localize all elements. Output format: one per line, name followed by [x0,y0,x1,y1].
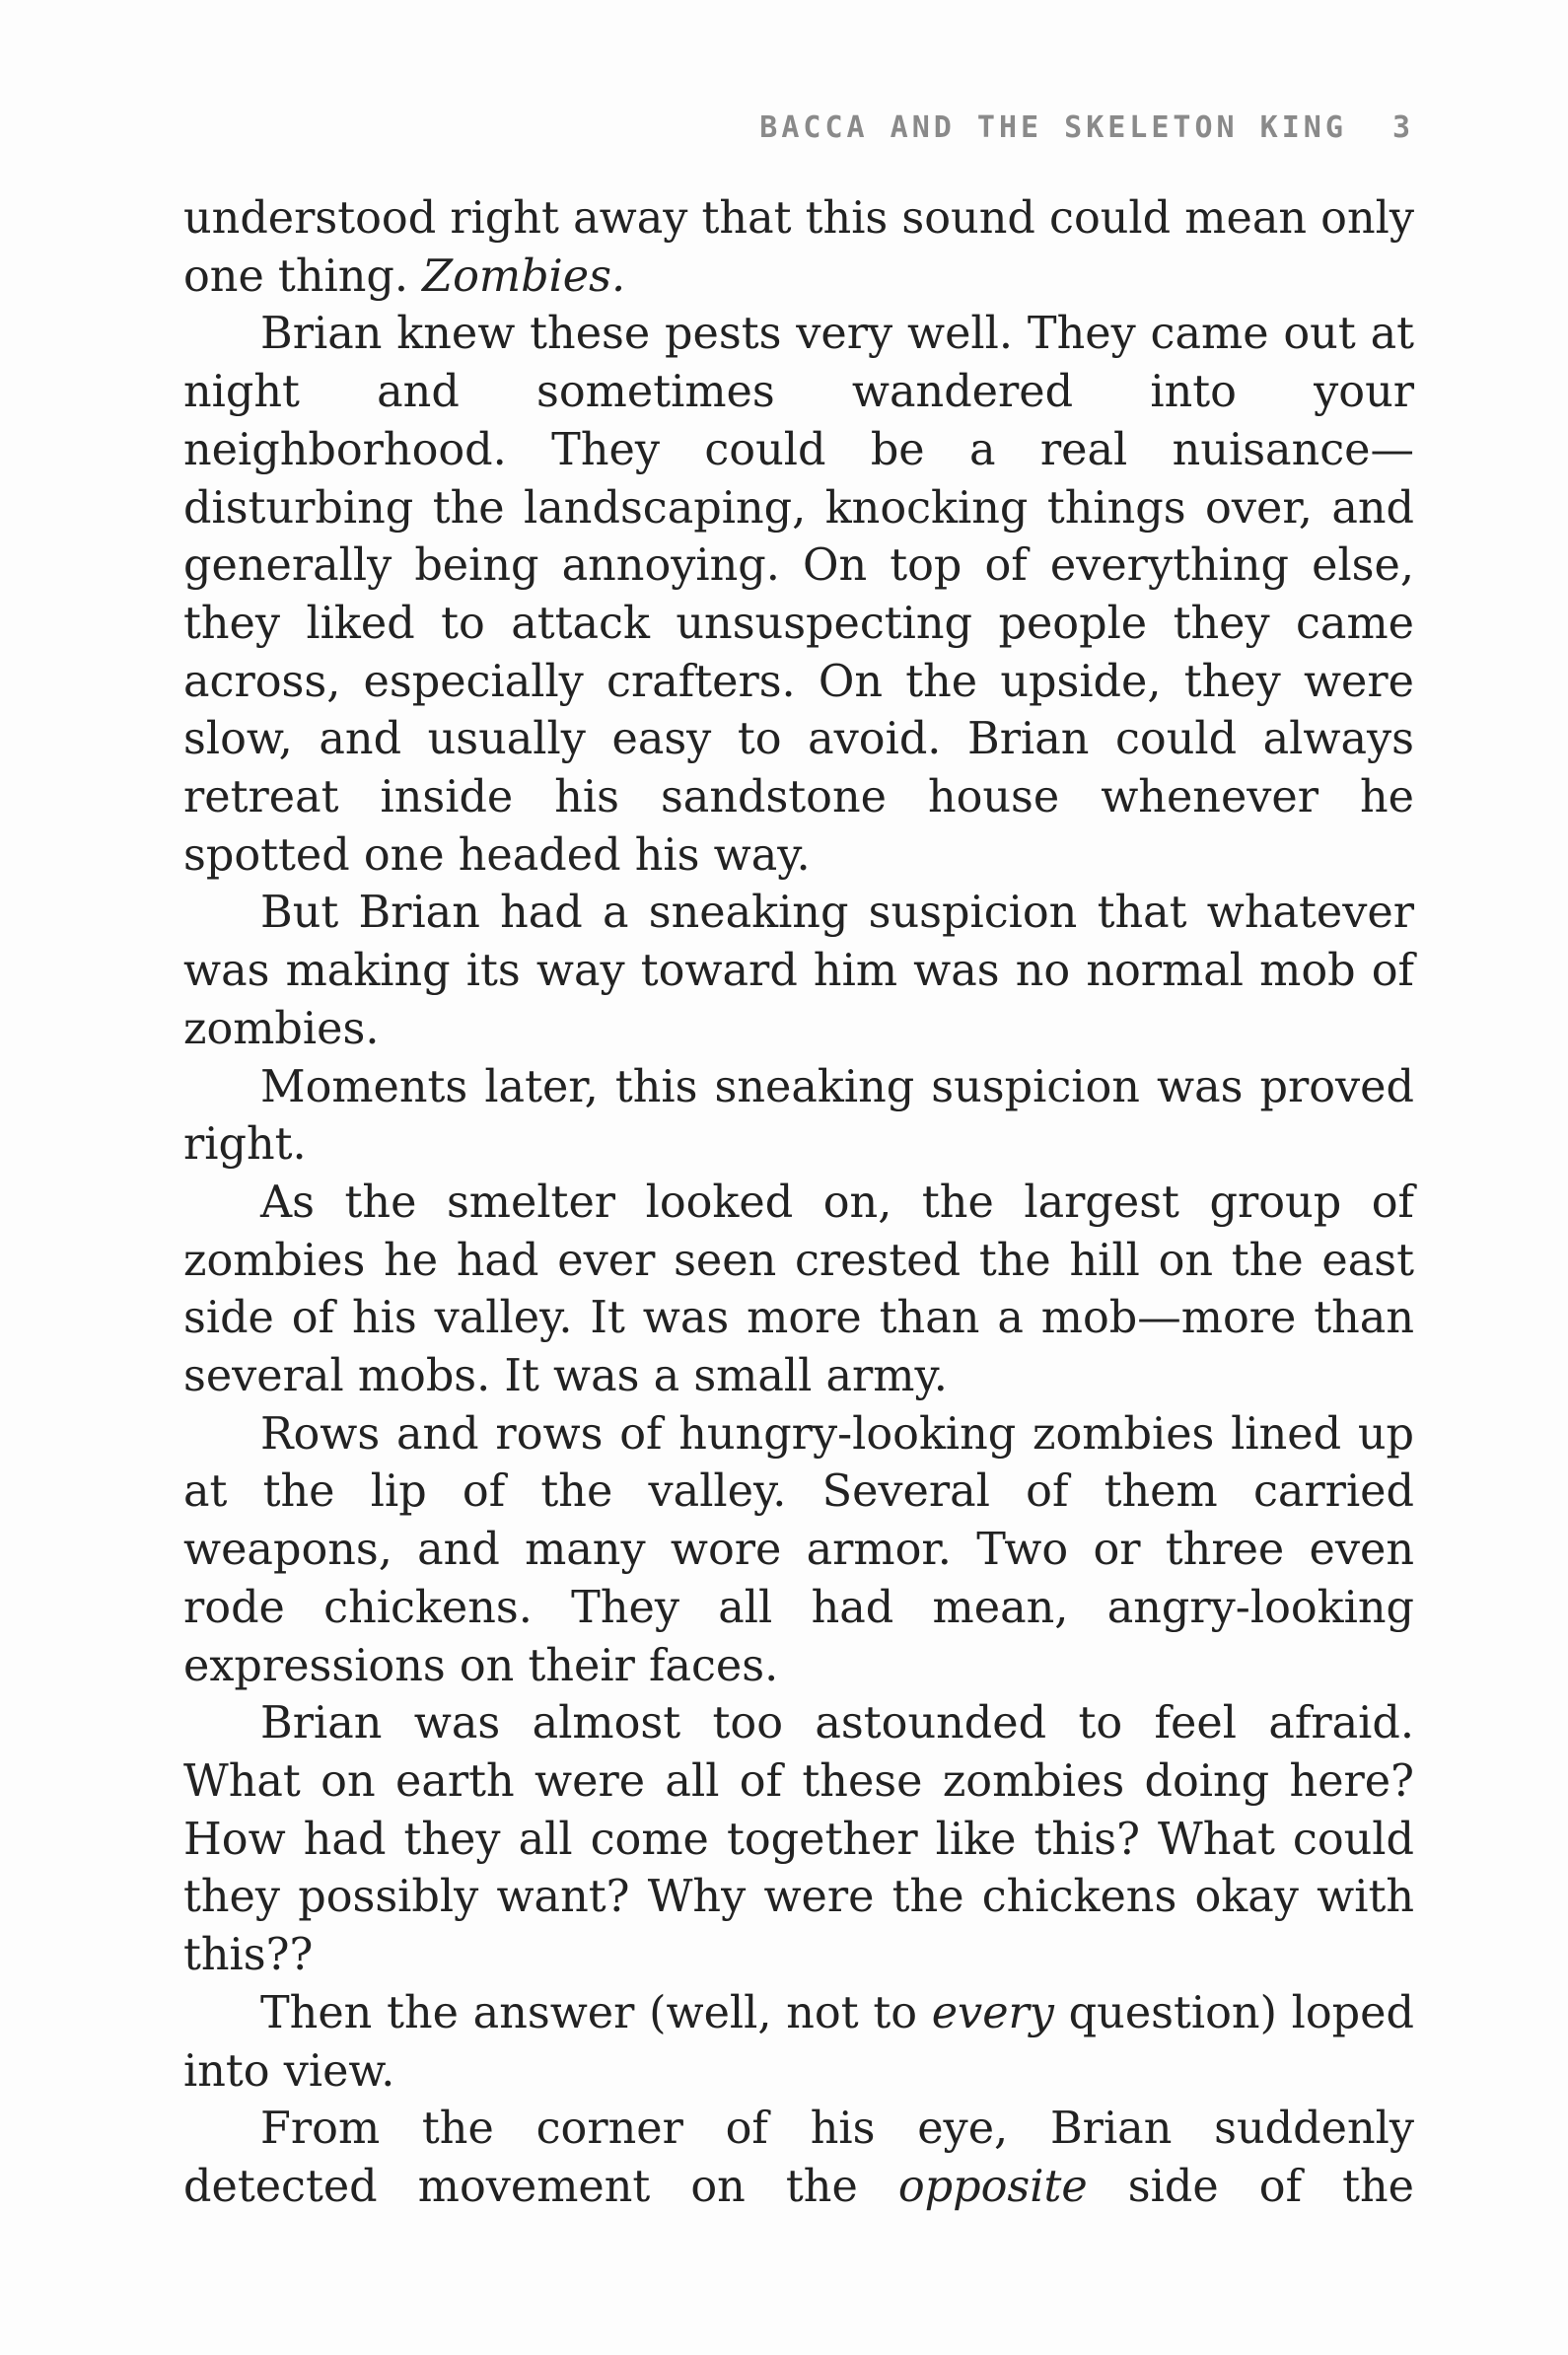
text-segment: But Brian had a sneaking suspicion that whatever was making its way toward him was no normal mob of zombies. [183,888,1414,1054]
paragraph [183,885,1414,1058]
running-head-title: BACCA AND THE SKELETON KING [759,110,1347,145]
paragraph [183,1059,1414,1175]
text-segment: Then the answer (well, not to [260,1987,932,2038]
text-segment: Brian knew these pests very well. They came out at night and sometimes wandered into your neighborhood. They could be a real nuisance—disturbing the landscaping, knocking things over, and generally being annoying. On top of everything else, they liked to attack unsuspecting people they came across, especially crafters. On the upside, they were slow, and usually easy to avoid. Brian could always retreat inside his sandstone house whenever he spotted one headed his way. [183,309,1414,881]
text-segment: side of the [1087,2161,1414,2212]
paragraph [183,1695,1414,1985]
text-segment: From the corner of his eye, Brian suddenly detected movement on the [183,2104,1414,2212]
running-head [759,110,1414,145]
paragraph [183,306,1414,885]
italic-text: Zombies. [422,250,626,302]
text-segment: understood right away that this sound could mean only one thing. [183,193,1414,302]
text-segment: Moments later, this sneaking suspicion was proved right. [183,1061,1414,1171]
page-number: 3 [1391,110,1414,145]
paragraph [183,190,1414,306]
paragraph [183,1175,1414,1406]
text-segment: Rows and rows of hungry-looking zombies lined up at the lip of the valley. Several of them carried weapons, and many wore armor. Two or three even rode chickens. They all had mean, angry-looking expressions on their faces. [183,1408,1414,1691]
text-segment: As the smelter looked on, the largest group of zombies he had ever seen crested the hill on the east side of his valley. It was more than a mob—more than several mobs. It was a small army. [183,1177,1414,1402]
italic-text: opposite [897,2161,1088,2212]
paragraph [183,1985,1414,2101]
text-segment: question) loped into view. [183,1987,1414,2097]
paragraph [183,2101,1414,2216]
body-text [183,190,1414,2217]
text-segment: Brian was almost too astounded to feel afraid. What on earth were all of these zombies doing here? How had they all come together like this? What could they possibly want? Why were the chickens okay with this?? [183,1698,1414,1981]
italic-text: every [931,1987,1054,2038]
paragraph [183,1406,1414,1696]
